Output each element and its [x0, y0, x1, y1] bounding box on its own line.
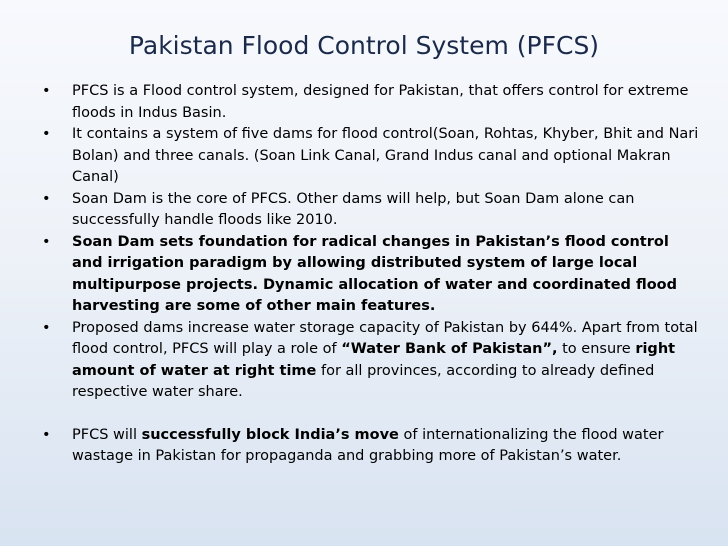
bullet-segment-bold: successfully block India’s move [141, 426, 399, 443]
bullet-item [34, 189, 704, 232]
bullet-text [72, 427, 663, 465]
bullet-text [72, 320, 698, 401]
bullet-text [72, 234, 677, 315]
bullet-item [34, 124, 704, 189]
bullet-item [34, 318, 704, 404]
bullet-segment-bold: “Water Bank of Pakistan”, [341, 341, 558, 357]
bullet-marker: • [42, 233, 51, 250]
bullet-segment-bold: Soan Dam sets foundation for radical changes in Pakistan’s flood control and irrigation paradigm by allowing distributed system of large local multipurpose projects. Dynamic allocation of water and coordinated flood harvesting are some of other main features. [72, 233, 678, 314]
bullet-segment: to ensure [557, 341, 636, 357]
bullet-text [72, 191, 634, 229]
bullet-segment: PFCS is a Flood control system, designed for Pakistan, that offers control for extreme floods in Indus Basin. [72, 83, 689, 121]
bullet-item [34, 81, 704, 124]
bullet-marker: • [42, 426, 51, 443]
bullet-marker: • [42, 319, 51, 336]
bullet-text [72, 83, 688, 121]
bullet-segment: of internationalizing the flood water wastage in Pakistan for propaganda and grabbing more of Pakistan’s water. [72, 426, 664, 464]
bullet-item [34, 425, 704, 468]
bullet-marker: • [42, 83, 51, 99]
slide-title: Pakistan Flood Control System (PFCS) [128, 31, 600, 60]
bullet-marker: • [42, 190, 51, 207]
bullet-segment: Soan Dam is the core of PFCS. Other dams will help, but Soan Dam alone can successfully handle floods like 2010. [72, 190, 635, 228]
bullet-list [34, 81, 704, 468]
bullet-segment: PFCS will [72, 426, 142, 443]
bullet-item [34, 232, 704, 318]
bullet-segment-bold: right amount of water at right time [72, 341, 676, 379]
bullet-segment: It contains a system of five dams for flood control(Soan, Rohtas, Khyber, Bhit and Nari Bolan) and three canals. (Soan Link Canal, Grand Indus canal and optional Makran Canal) [72, 126, 699, 185]
bullet-segment: Proposed dams increase water storage capacity of Pakistan by 644%. Apart from total flood control, PFCS will play a role of [72, 319, 698, 357]
bullet-segment: for all provinces, according to already defined respective water share. [72, 362, 655, 400]
bullet-text [72, 126, 698, 185]
bullet-marker: • [42, 126, 51, 142]
